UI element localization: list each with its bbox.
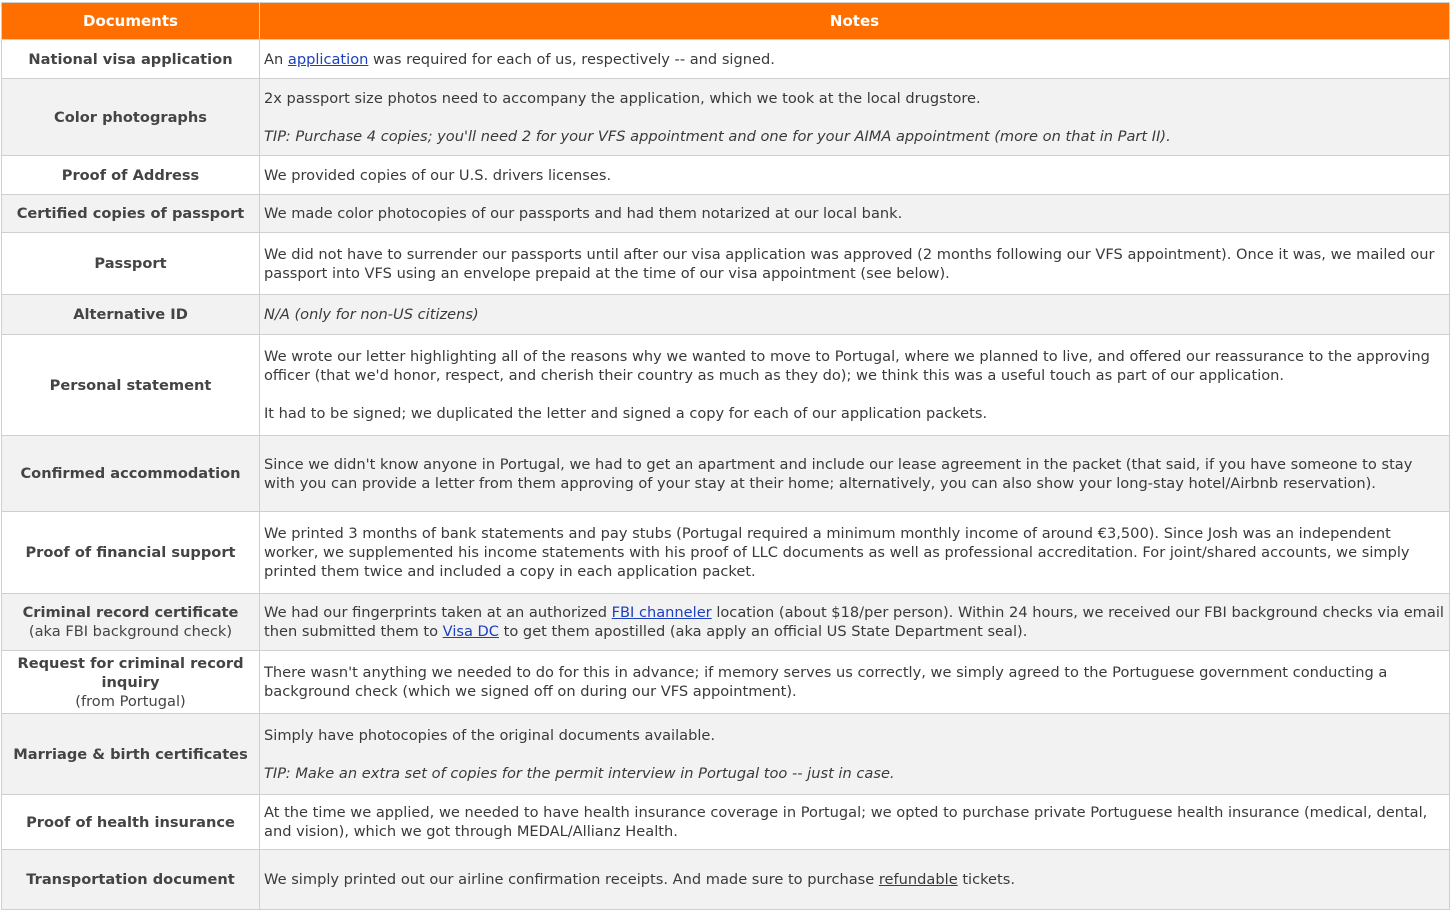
row-notes: Simply have photocopies of the original documents available. TIP: Make an extra set of copies for the permit interview in Portugal too -- just in case. — [260, 714, 1450, 795]
row-document: Transportation document — [2, 850, 260, 910]
row-notes: At the time we applied, we needed to have health insurance coverage in Portugal; we opted to purchase private Portuguese health insurance (medical, dental, and vision), which we got through MEDAL/Allianz Health. — [260, 795, 1450, 850]
table-row — [2, 295, 1450, 335]
row-document: Proof of financial support — [2, 512, 260, 594]
row-document: Personal statement — [2, 335, 260, 436]
table-row — [2, 335, 1450, 436]
header-documents: Documents — [2, 3, 260, 40]
row-notes: We wrote our letter highlighting all of the reasons why we wanted to move to Portugal, where we planned to live, and offered our reassurance to the approving officer (that we'd honor, respect, and cherish their country as much as they do); we think this was a useful touch as part of our application. It had to be signed; we duplicated the letter and signed a copy for each of our application packets. — [260, 335, 1450, 436]
tip-text: TIP: Make an extra set of copies for the permit interview in Portugal too -- just in case. — [264, 764, 895, 782]
row-document-subtitle: (aka FBI background check) — [28, 623, 233, 640]
application-link[interactable]: application — [287, 50, 369, 68]
row-notes: We made color photocopies of our passports and had them notarized at our local bank. — [260, 195, 1450, 233]
table-row — [2, 714, 1450, 795]
visa-dc-link[interactable]: Visa DC — [442, 623, 499, 640]
row-notes: We provided copies of our U.S. drivers licenses. — [260, 156, 1450, 195]
tip-text: TIP: Purchase 4 copies; you'll need 2 for your VFS appointment and one for your AIMA appointment (more on that in Part II). — [264, 127, 1171, 145]
row-document: Color photographs — [2, 79, 260, 156]
row-document: Certified copies of passport — [2, 195, 260, 233]
table-row — [2, 195, 1450, 233]
documents-table — [1, 2, 1450, 910]
documents-table-wrapper — [1, 2, 1449, 910]
table-row — [2, 156, 1450, 195]
table-header-row — [2, 3, 1450, 40]
header-notes: Notes — [260, 3, 1450, 40]
row-document: National visa application — [2, 40, 260, 79]
row-notes: An application was required for each of us, respectively -- and signed. — [260, 40, 1450, 79]
row-notes: N/A (only for non-US citizens) — [260, 295, 1450, 335]
table-row — [2, 40, 1450, 79]
table-row — [2, 651, 1450, 714]
table-row — [2, 512, 1450, 594]
table-row — [2, 233, 1450, 295]
table-row — [2, 850, 1450, 910]
refundable-underlined: refundable — [878, 871, 958, 888]
table-row — [2, 436, 1450, 512]
row-document: Proof of health insurance — [2, 795, 260, 850]
row-document: Marriage & birth certificates — [2, 714, 260, 795]
row-notes: We did not have to surrender our passports until after our visa application was approved (2 months following our VFS appointment). Once it was, we mailed our passport into VFS using an envelope prepaid at the time of our visa appointment (see below). — [260, 233, 1450, 295]
row-document: Proof of Address — [2, 156, 260, 195]
table-row — [2, 795, 1450, 850]
row-document: Passport — [2, 233, 260, 295]
row-notes: We simply printed out our airline confirmation receipts. And made sure to purchase refundable tickets. — [260, 850, 1450, 910]
table-row — [2, 594, 1450, 651]
row-document-subtitle: (from Portugal) — [75, 692, 186, 710]
fbi-channeler-link[interactable]: FBI channeler — [611, 604, 712, 621]
row-document: Request for criminal record inquiry (from Portugal) — [2, 651, 260, 714]
row-document: Alternative ID — [2, 295, 260, 335]
row-notes: 2x passport size photos need to accompany the application, which we took at the local drugstore. TIP: Purchase 4 copies; you'll need 2 for your VFS appointment and one for your AIMA appointment (more on that in Part II). — [260, 79, 1450, 156]
row-notes: We had our fingerprints taken at an authorized FBI channeler location (about $18/per person). Within 24 hours, we received our FBI background checks via email then submitted them to Visa DC to get them apostilled (aka apply an official US State Department seal). — [260, 594, 1450, 651]
row-notes: We printed 3 months of bank statements and pay stubs (Portugal required a minimum monthly income of around €3,500). Since Josh was an independent worker, we supplemented his income statements with his proof of LLC documents as well as professional accreditation. For joint/shared accounts, we simply printed them twice and included a copy in each application packet. — [260, 512, 1450, 594]
table-row — [2, 79, 1450, 156]
row-document: Confirmed accommodation — [2, 436, 260, 512]
row-notes: There wasn't anything we needed to do for this in advance; if memory serves us correctly, we simply agreed to the Portuguese government conducting a background check (which we signed off on during our VFS appointment). — [260, 651, 1450, 714]
row-document: Criminal record certificate (aka FBI background check) — [2, 594, 260, 651]
row-notes: Since we didn't know anyone in Portugal, we had to get an apartment and include our lease agreement in the packet (that said, if you have someone to stay with you can provide a letter from them approving of your stay at their home; alternatively, you can also show your long-stay hotel/Airbnb reservation). — [260, 436, 1450, 512]
